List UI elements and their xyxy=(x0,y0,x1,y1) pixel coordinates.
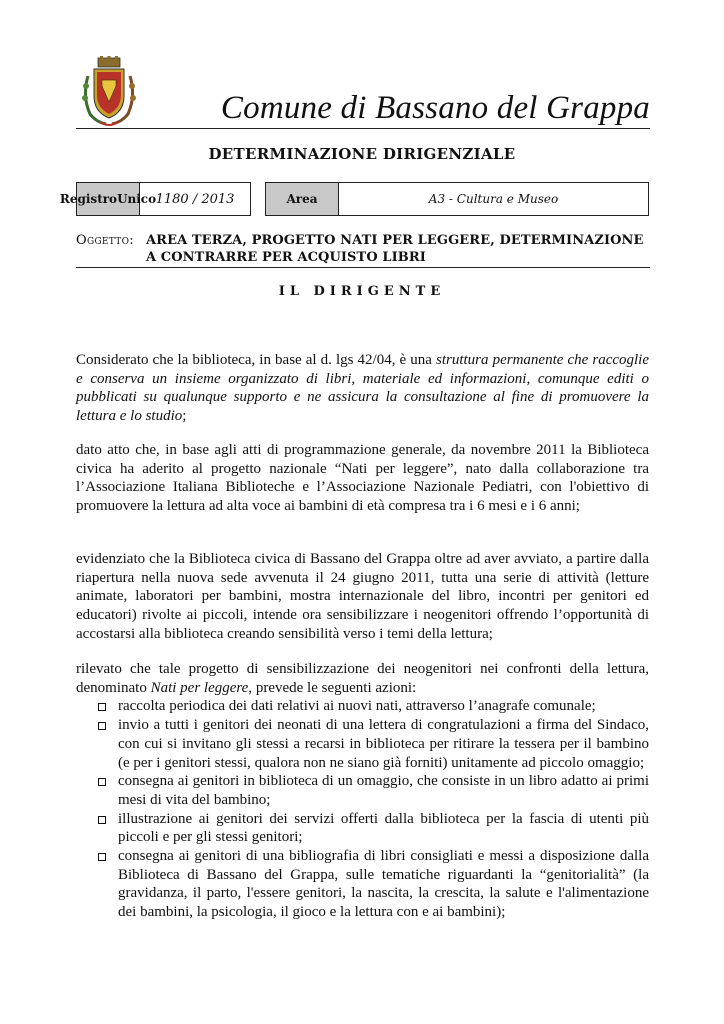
action-text: raccolta periodica dei dati relativi ai nuovi nati, attraverso l’anagrafe comunale; xyxy=(118,698,596,715)
p1-italic-definition: struttura permanente che raccoglie e conserva un insieme organizzato di libri, materiale ed informazioni, comunque editi o pubblicati su qualunque supporto e ne assicura la consultazione al fine di promuovere la lettura e lo studio xyxy=(76,352,649,425)
registry-box xyxy=(59,182,251,216)
document-title: DETERMINAZIONE DIRIGENZIALE xyxy=(208,145,516,163)
list-item xyxy=(76,847,649,922)
paragraph-rilevato xyxy=(76,660,649,922)
p3-text: evidenziato che la Biblioteca civica di Bassano del Grappa oltre ad aver avviato, a partire dalla riapertura nella nuova sede avvenuta il 24 giugno 2011, tutta una serie di attività (letture animate, laboratori per bambini, mostra internazionale del libro, incontri per genitori ed educatori) rivolte ai piccoli, intende ora sensibilizzare i neogenitori offrendo l’opportunità di accostarsi alla biblioteca creando sensibilità verso i temi della lettura; xyxy=(76,551,649,642)
p4-end: , prevede le seguenti azioni: xyxy=(248,679,417,696)
p4-italic-project: Nati per leggere xyxy=(150,679,249,696)
actions-list xyxy=(76,697,649,921)
p4-text: rilevato che tale progetto di sensibilizzazione dei neogenitori nei confronti della lettura, denominato xyxy=(76,661,649,696)
paragraph-considerato xyxy=(76,351,649,426)
registry-number: 1180 / 2013 xyxy=(155,191,235,207)
subject-block xyxy=(76,232,651,266)
square-bullet-icon xyxy=(98,778,106,786)
list-item xyxy=(76,716,649,772)
registry-label xyxy=(59,183,157,215)
subject-label: Oggetto: xyxy=(76,233,134,248)
p1-text: Considerato che la biblioteca, in base al d. lgs 42/04, è una xyxy=(76,352,436,368)
paragraph-dato-atto xyxy=(76,441,649,516)
section-heading-dirigente: IL DIRIGENTE xyxy=(278,284,446,299)
action-text: illustrazione ai genitori dei servizi offerti dalla biblioteca per la fascia di utenti più piccoli e per gli stessi genitori; xyxy=(118,810,649,846)
list-item xyxy=(76,697,649,716)
action-text: consegna ai genitori di una bibliografia di libri consigliati e messi a disposizione dalla Biblioteca di Bassano del Grappa, sulle tematiche riguardanti la “genitorialità” (la gravidanza, il parto, l'essere genitori, la nascita, la crescita, la salute e l'alimentazione dei bambini, la psicologia, il gioco e la lettura con e ai bambini); xyxy=(118,848,649,921)
registry-label-line2: Unico xyxy=(117,192,157,206)
subject-text: AREA TERZA, PROGETTO NATI PER LEGGERE, DETERMINAZIONE A CONTRARRE PER ACQUISTO LIBRI xyxy=(146,233,644,265)
area-label: Area xyxy=(266,183,339,215)
paragraph-evidenziato xyxy=(76,550,649,644)
municipality-title: Comune di Bassano del Grappa xyxy=(220,90,650,126)
list-item xyxy=(76,810,649,847)
area-value: A3 - Cultura e Museo xyxy=(428,192,559,206)
square-bullet-icon xyxy=(98,722,106,730)
p1-end: ; xyxy=(182,408,187,425)
action-text: invio a tutti i genitori dei neonati di una lettera di congratulazioni a firma del Sindaco, con cui si invitano gli stessi a recarsi in biblioteca per ritirare la tessera per il bambino (e per i genitori stessi, qualora non ne siano già forniti) unitamente ad piccolo omaggio; xyxy=(118,717,649,771)
area-box xyxy=(265,182,649,216)
square-bullet-icon xyxy=(98,816,106,824)
p2-text: dato atto che, in base agli atti di programmazione generale, da novembre 2011 la Biblioteca civica ha aderito al progetto nazionale “Nati per leggere”, nato dalla collaborazione tra l’Associazione Italiana Biblioteche e l’Associazione Nazionale Pediatri, con l'obiettivo di promuovere la lettura ad alta voce ai bambini di età compresa tra i 6 mesi e i 6 anni; xyxy=(76,442,649,515)
header-divider xyxy=(76,128,650,129)
square-bullet-icon xyxy=(98,703,106,711)
coat-of-arms-icon xyxy=(76,56,142,128)
subject-divider xyxy=(76,267,650,268)
square-bullet-icon xyxy=(98,853,106,861)
list-item xyxy=(76,772,649,809)
registry-label-line1: Registro xyxy=(59,192,118,206)
action-text: consegna ai genitori in biblioteca di un omaggio, che consiste in un libro adatto ai primi mesi di vita del bambino; xyxy=(118,773,649,808)
